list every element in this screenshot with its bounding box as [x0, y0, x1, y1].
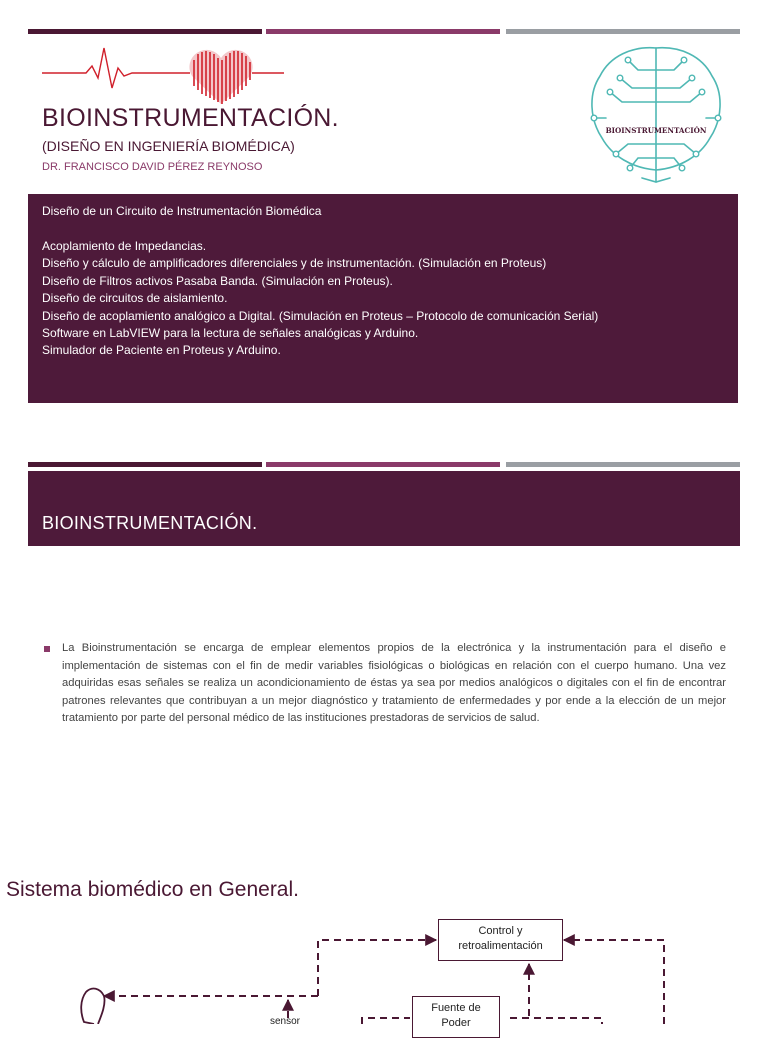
power-box-line2: Poder: [441, 1017, 471, 1029]
patient-icon: [81, 989, 104, 1024]
accent-bar-pink: [266, 29, 500, 34]
power-supply-box: [412, 996, 500, 1038]
accent-bar-grey: [506, 462, 740, 467]
intro-paragraph: La Bioinstrumentación se encarga de emplear elementos propios de la electrónica y la instrumentación para el diseño e implementación de sistemas con el fin de medir variables fisiológicas o biológicas en relación con el cuerpo humano. Una vez adquiridas esas señales se realiza un acondicionamiento de éstas ya sea por medios analógicos o digitales con el fin de encontrar patrones relevantes que contribuyan a un mejor diagnóstico y tratamiento de enfermedades y por ende a la elección de un mejor tratamiento por parte del personal médico de las instituciones prestadoras de servicios de salud.: [62, 642, 726, 725]
heartbeat-icon: [40, 38, 286, 108]
logo-text: BIOINSTRUMENTACIÓN: [605, 126, 707, 135]
control-feedback-box: [438, 919, 563, 961]
brain-circuit-logo: [582, 40, 730, 188]
course-subtitle: (DISEÑO EN INGENIERÍA BIOMÉDICA): [42, 138, 295, 154]
sensor-label: sensor: [270, 1016, 301, 1027]
topics-list: [42, 238, 598, 360]
topics-panel: [28, 194, 738, 403]
connector-left: [318, 940, 436, 996]
list-item: Software en LabVIEW para la lectura de señales analógicas y Arduino.: [42, 326, 419, 341]
list-item: Simulador de Paciente en Proteus y Arduino.: [42, 343, 281, 358]
connector-right: [564, 940, 664, 1024]
list-item: Diseño de Filtros activos Pasaba Banda. (Simulación en Proteus).: [42, 273, 393, 288]
author-name: DR. FRANCISCO DAVID PÉREZ REYNOSO: [42, 161, 263, 173]
power-box-line1: Fuente de: [431, 1002, 481, 1014]
list-item: Diseño y cálculo de amplificadores diferenciales y de instrumentación. (Simulación en Proteus): [42, 256, 547, 271]
section-title: BIOINSTRUMENTACIÓN.: [42, 513, 258, 533]
accent-bar-pink: [266, 462, 500, 467]
connector-power-left: [362, 1018, 410, 1024]
list-item: Acoplamiento de Impedancias.: [42, 239, 207, 253]
bullet-marker: [44, 646, 50, 652]
list-item: Diseño de circuitos de aislamiento.: [42, 291, 228, 306]
control-box-line2: retroalimentación: [458, 940, 543, 952]
accent-bar-grey: [506, 29, 740, 34]
accent-bar-maroon: [28, 29, 262, 34]
connector-power-right: [510, 1018, 602, 1024]
accent-bar-maroon: [28, 462, 262, 467]
control-box-line1: Control y: [478, 925, 523, 937]
diagram-title: Sistema biomédico en General.: [6, 878, 299, 901]
title-banner: [28, 471, 740, 546]
list-item: Diseño de acoplamiento analógico a Digital. (Simulación en Proteus – Protocolo de comunicación Serial): [42, 308, 599, 323]
panel-heading: Diseño de un Circuito de Instrumentación Biomédica: [42, 204, 322, 218]
course-title: BIOINSTRUMENTACIÓN.: [42, 104, 339, 132]
system-diagram: [0, 900, 768, 1024]
